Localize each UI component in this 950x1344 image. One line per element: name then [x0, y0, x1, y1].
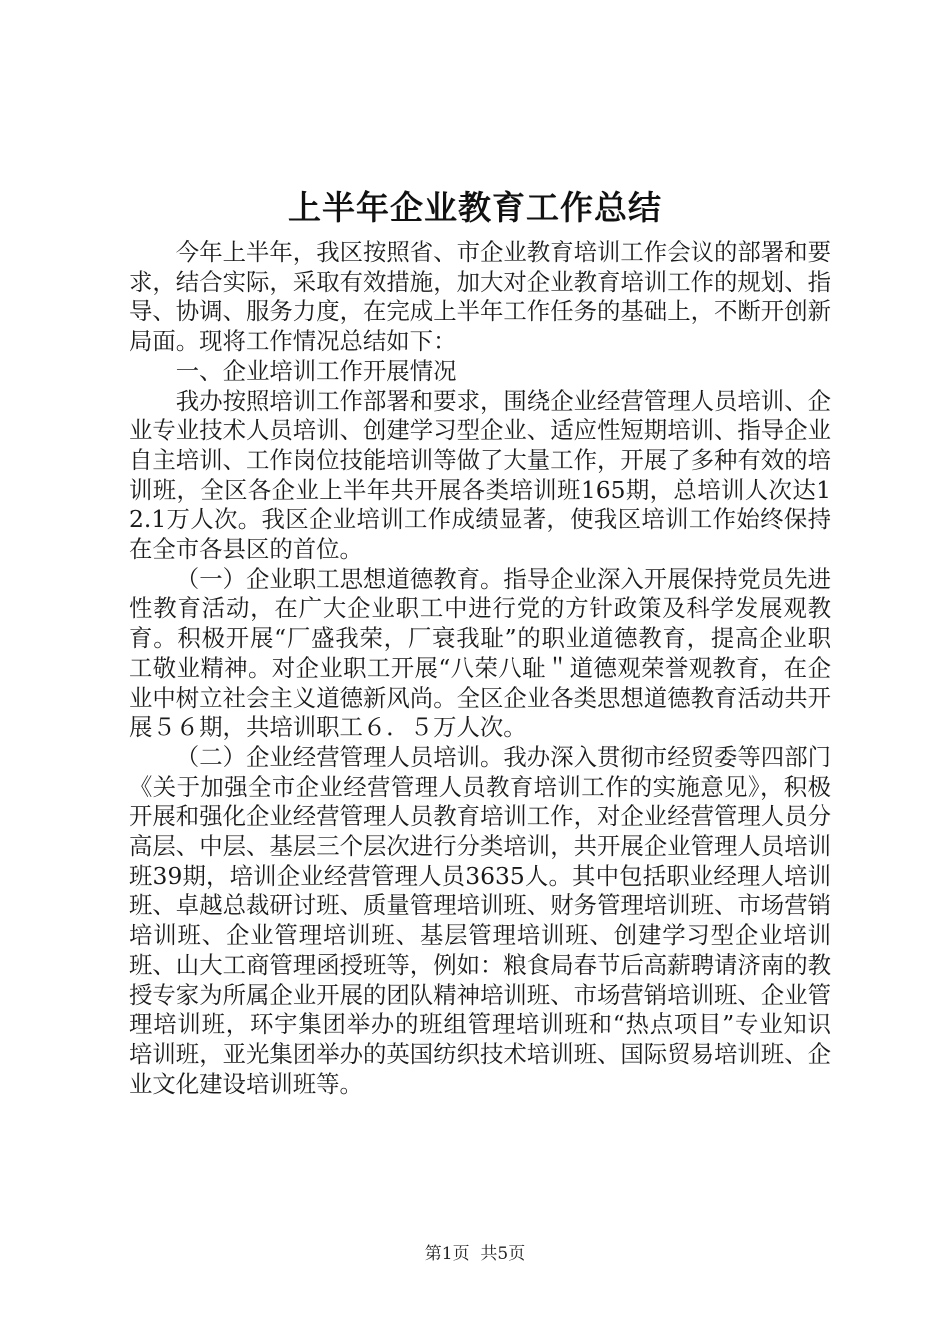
page-total: 共5页: [480, 1244, 526, 1264]
page-number: 第1页: [424, 1244, 470, 1264]
document-body: [129, 238, 831, 1099]
body-paragraph: （一）企业职工思想道德教育。指导企业深入开展保持党员先进性教育活动，在广大企业职工中进行党的方针政策及科学发展观教育。积极开展“厂盛我荣，厂衰我耻”的职业道德教育，提高企业职工敬业精神。对企业职工开展“八荣八耻＂道德观荣誉观教育，在企业中树立社会主义道德新风尚。全区企业各类思想道德教育活动共开展５６期，共培训职工６．５万人次。: [129, 564, 831, 742]
intro-paragraph: 今年上半年，我区按照省、市企业教育培训工作会议的部署和要求，结合实际，采取有效措施，加大对企业教育培训工作的规划、指导、协调、服务力度，在完成上半年工作任务的基础上，不断开创新局面。现将工作情况总结如下：: [129, 238, 831, 356]
body-paragraph: 我办按照培训工作部署和要求，围绕企业经营管理人员培训、企业专业技术人员培训、创建学习型企业、适应性短期培训、指导企业自主培训、工作岗位技能培训等做了大量工作，开展了多种有效的培训班，全区各企业上半年共开展各类培训班165期，总培训人次达12.1万人次。我区企业培训工作成绩显著，使我区培训工作始终保持在全市各县区的首位。: [129, 386, 831, 564]
body-paragraph: （二）企业经营管理人员培训。我办深入贯彻市经贸委等四部门《关于加强全市企业经营管理人员教育培训工作的实施意见》，积极开展和强化企业经营管理人员教育培训工作，对企业经营管理人员分高层、中层、基层三个层次进行分类培训，共开展企业管理人员培训班39期，培训企业经营管理人员3635人。其中包括职业经理人培训班、卓越总裁研讨班、质量管理培训班、财务管理培训班、市场营销培训班、企业管理培训班、基层管理培训班、创建学习型企业培训班、山大工商管理函授班等，例如：粮食局春节后高薪聘请济南的教授专家为所属企业开展的团队精神培训班、市场营销培训班、企业管理培训班，环宇集团举办的班组管理培训班和“热点项目”专业知识培训班，亚光集团举办的英国纺织技术培训班、国际贸易培训班、企业文化建设培训班等。: [129, 742, 831, 1098]
document-title: 上半年企业教育工作总结: [288, 188, 662, 227]
section-heading: 一、企业培训工作开展情况: [175, 356, 457, 385]
page-footer: [0, 1243, 950, 1265]
footer-separator: [470, 1244, 481, 1264]
